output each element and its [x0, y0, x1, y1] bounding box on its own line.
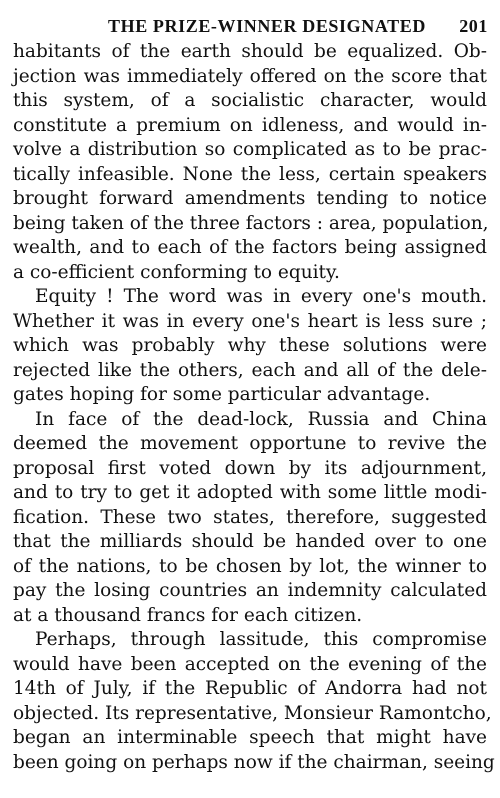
text-line: began an interminable speech that might have: [13, 727, 487, 748]
body-text: [13, 40, 495, 775]
text-line: wealth, and to each of the factors being assigned: [13, 237, 487, 258]
text-line: being taken of the three factors : area, population,: [13, 212, 489, 234]
text-line: gates hoping for some particular advantage.: [13, 384, 431, 405]
text-line: deemed the movement opportune to revive the: [13, 433, 487, 454]
paragraph: [13, 628, 495, 775]
text-line: of the nations, to be chosen by lot, the winner to: [13, 555, 487, 577]
text-line: 14th of July, if the Republic of Andorra had not: [13, 678, 487, 699]
paragraph: [13, 285, 487, 408]
text-line: pay the losing countries an indemnity calculated: [13, 580, 487, 601]
text-line: that the milliards should be handed over to one: [13, 531, 487, 552]
text-line: been going on perhaps now if the chairman, seeing: [13, 751, 495, 773]
text-line: fication. These two states, therefore, suggested: [13, 506, 487, 528]
text-line: Equity ! The word was in every one's mouth.: [35, 286, 487, 307]
text-line: Perhaps, through lassitude, this compromise: [35, 629, 487, 650]
text-line: and to try to get it adopted with some little modi-: [13, 482, 487, 503]
text-line: brought forward amendments tending to notice: [13, 188, 487, 209]
text-line: would have been accepted on the evening of the: [13, 653, 487, 675]
text-line: which was probably why these solutions were: [13, 335, 487, 356]
text-line: objected. Its representative, Monsieur Ramontcho,: [13, 702, 492, 724]
text-line: Whether it was in every one's heart is less sure ;: [13, 310, 487, 332]
text-line: rejected like the others, each and all of the dele-: [13, 359, 487, 381]
text-line: this system, of a socialistic character, would: [13, 90, 487, 111]
text-line: volve a distribution so complicated as to be prac-: [13, 139, 487, 160]
page-number: 201: [459, 16, 488, 36]
running-title: THE PRIZE-WINNER DESIGNATED: [108, 16, 426, 36]
text-line: tically infeasible. None the less, certain speakers: [13, 163, 487, 185]
text-line: In face of the dead-lock, Russia and China: [35, 408, 487, 430]
text-line: a co-efficient conforming to equity.: [13, 261, 340, 283]
running-head: [108, 14, 488, 38]
paragraph: [13, 408, 487, 629]
text-line: jection was immediately offered on the score that: [13, 65, 487, 87]
text-line: habitants of the earth should be equalized. Ob-: [13, 41, 487, 62]
paragraph: [13, 40, 487, 285]
text-line: proposal first voted down by its adjournment,: [13, 457, 487, 479]
text-line: constitute a premium on idleness, and would in-: [13, 114, 487, 136]
text-line: at a thousand francs for each citizen.: [13, 604, 363, 626]
